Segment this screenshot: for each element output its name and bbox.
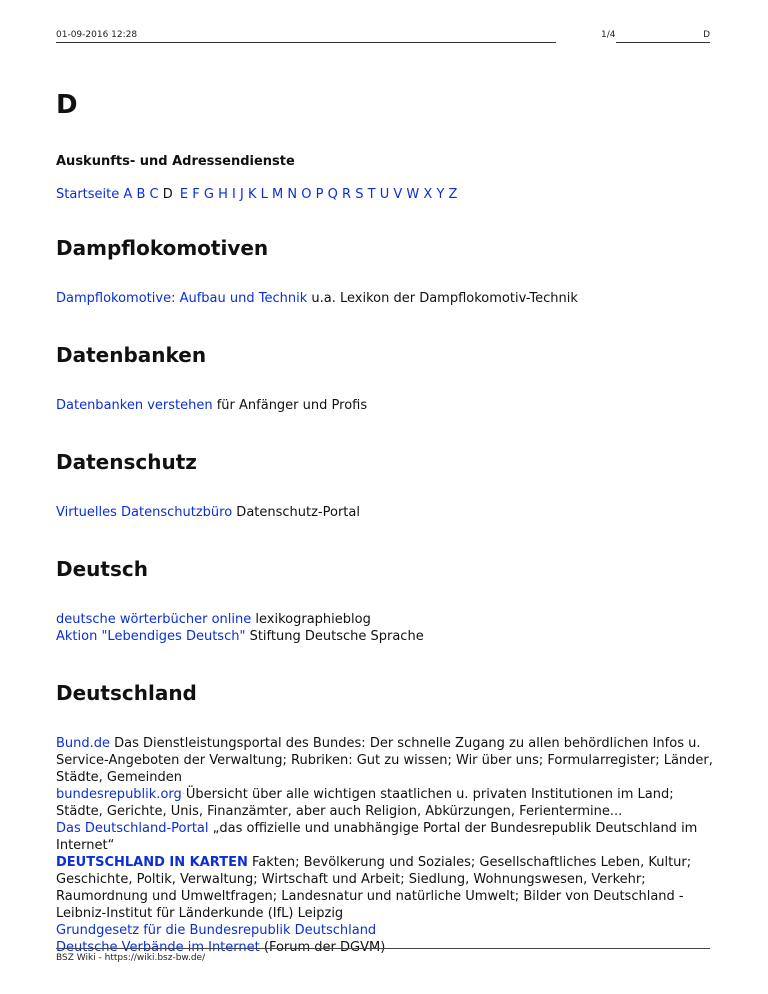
- alpha-nav-q[interactable]: Q: [327, 187, 338, 202]
- section-heading: Datenbanken: [56, 343, 207, 367]
- alpha-nav-f[interactable]: F: [192, 187, 200, 202]
- entry-description: Das Dienstleistungsportal des Bundes: Der schnelle Zugang zu allen behördlichen Infos u. Service-Angeboten der Verwaltung; Rubriken: Gut zu wissen; Wir über uns; Formularregister; Länder, Städte, Gemeinden: [56, 736, 713, 785]
- alpha-nav-c[interactable]: C: [149, 187, 159, 202]
- entry-description: Datenschutz-Portal: [232, 505, 360, 520]
- alpha-nav-k[interactable]: K: [247, 187, 257, 202]
- entry-description: Übersicht über alle wichtigen staatlichen u. privaten Institutionen im Land; Städte, Gerichte, Unis, Finanzämter, aber auch Religion, Abkürzungen, Ferientermine...: [56, 787, 674, 819]
- list-item: [56, 397, 716, 414]
- section-heading: Deutschland: [56, 681, 197, 705]
- section-deutsch: [56, 557, 716, 645]
- entry-link[interactable]: deutsche wörterbücher online: [56, 612, 252, 627]
- entry-link[interactable]: Bund.de: [56, 736, 111, 751]
- header-rule: [56, 42, 556, 43]
- alpha-nav-b[interactable]: B: [136, 187, 146, 202]
- entry-link[interactable]: Dampflokomotive: Aufbau und Technik: [56, 291, 308, 306]
- alpha-nav-p[interactable]: P: [315, 187, 324, 202]
- header-rule-right: [616, 42, 710, 43]
- alpha-nav-i[interactable]: I: [232, 187, 236, 202]
- list-item: [56, 735, 716, 786]
- alpha-nav-r[interactable]: R: [342, 187, 352, 202]
- section-datenschutz: [56, 450, 716, 521]
- header-letter: D: [703, 30, 710, 40]
- alpha-nav-m[interactable]: M: [272, 187, 284, 202]
- entry-description: „das offizielle und unabhängige Portal der Bundesrepublik Deutschland im Internet“: [56, 821, 698, 853]
- section-datenbanken: [56, 343, 716, 414]
- print-header: [56, 30, 710, 44]
- entry-link[interactable]: Virtuelles Datenschutzbüro: [56, 505, 233, 520]
- entry-link[interactable]: Grundgesetz für die Bundesrepublik Deutschland: [56, 923, 377, 938]
- list-item: [56, 786, 716, 820]
- alpha-nav-startseite[interactable]: Startseite: [56, 187, 120, 202]
- list-item: [56, 628, 716, 645]
- entry-description: Stiftung Deutsche Sprache: [245, 629, 424, 644]
- entry-link[interactable]: Aktion "Lebendiges Deutsch": [56, 629, 246, 644]
- list-item: [56, 820, 716, 854]
- alpha-nav-t[interactable]: T: [367, 187, 376, 202]
- alpha-nav-g[interactable]: G: [203, 187, 214, 202]
- alpha-nav-j[interactable]: J: [239, 187, 244, 202]
- print-footer: BSZ Wiki - https://wiki.bsz-bw.de/: [56, 948, 710, 963]
- page-number: 1/4: [601, 30, 616, 40]
- list-item: [56, 504, 716, 521]
- section-heading: Dampflokomotiven: [56, 236, 269, 260]
- alpha-nav-u[interactable]: U: [379, 187, 390, 202]
- section-deutschland: [56, 681, 716, 956]
- print-date: 01-09-2016 12:28: [56, 30, 138, 40]
- entry-description: u.a. Lexikon der Dampflokomotiv-Technik: [307, 291, 578, 306]
- alpha-nav-y[interactable]: Y: [436, 187, 445, 202]
- sections-container: [56, 236, 716, 956]
- alpha-nav-v[interactable]: V: [393, 187, 403, 202]
- alpha-nav-n[interactable]: N: [287, 187, 298, 202]
- section-heading: Deutsch: [56, 557, 148, 581]
- entry-description: Fakten; Bevölkerung und Soziales; Gesellschaftliches Leben, Kultur; Geschichte, Poltik, Verwaltung; Wirtschaft und Arbeit; Siedlung, Wohnungswesen, Verkehr; Raumordnung und Umweltfragen; Landesnatur und natürliche Umwelt; Bilder von Deutschland - Leibniz-Institut für Länderkunde (IfL) Leipzig: [56, 855, 692, 921]
- entry-description: (Forum der DGVM): [259, 940, 386, 955]
- list-item: [56, 922, 716, 939]
- page-subtitle: Auskunfts- und Adressendienste: [56, 154, 295, 169]
- alpha-nav-o[interactable]: O: [301, 187, 312, 202]
- page-title: D: [56, 90, 78, 120]
- alpha-nav-h[interactable]: H: [218, 187, 228, 202]
- alpha-nav-w[interactable]: W: [406, 187, 420, 202]
- alpha-nav-e[interactable]: E: [179, 187, 189, 202]
- entry-link[interactable]: Datenbanken verstehen: [56, 398, 213, 413]
- entry-link[interactable]: Das Deutschland-Portal: [56, 821, 209, 836]
- list-item: [56, 290, 716, 307]
- section-heading: Datenschutz: [56, 450, 197, 474]
- main-content: [56, 90, 716, 992]
- alpha-nav-x[interactable]: X: [423, 187, 433, 202]
- entry-link[interactable]: DEUTSCHLAND IN KARTEN: [56, 855, 248, 870]
- entry-description: für Anfänger und Profis: [212, 398, 368, 413]
- entry-link[interactable]: bundesrepublik.org: [56, 787, 182, 802]
- alphabet-navigation: [56, 187, 716, 202]
- section-dampflokomotiven: [56, 236, 716, 307]
- alpha-nav-d: D: [162, 187, 173, 202]
- entry-description: lexikographieblog: [251, 612, 371, 627]
- alpha-nav-z[interactable]: Z: [448, 187, 458, 202]
- alpha-nav-a[interactable]: A: [123, 187, 133, 202]
- alpha-nav-l[interactable]: L: [260, 187, 268, 202]
- list-item: [56, 611, 716, 628]
- entry-link[interactable]: Deutsche Verbände im Internet: [56, 940, 260, 955]
- alpha-nav-s[interactable]: S: [355, 187, 364, 202]
- list-item: [56, 854, 716, 922]
